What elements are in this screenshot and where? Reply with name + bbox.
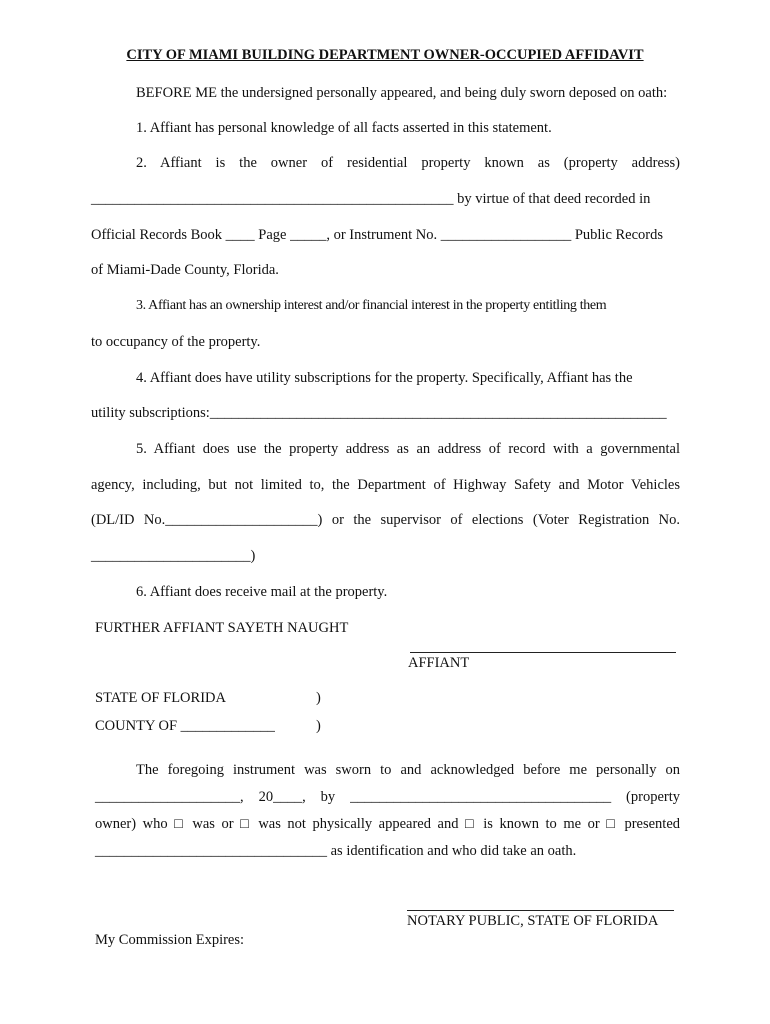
- county-paren: ): [316, 718, 321, 734]
- paragraph-2-line-2[interactable]: __________________________________________________ by virtue of that deed recorded in: [91, 191, 651, 207]
- paragraph-5-line-1: 5. Affiant does use the property address as an address of record with a governmental: [136, 441, 680, 457]
- paragraph-3-line-2: to occupancy of the property.: [91, 334, 261, 350]
- paragraph-2-line-4: of Miami-Dade County, Florida.: [91, 262, 279, 278]
- paragraph-2-line-1: 2. Affiant is the owner of residential property known as (property address): [136, 155, 680, 171]
- paragraph-1: 1. Affiant has personal knowledge of all facts asserted in this statement.: [136, 120, 552, 136]
- notary-line-4[interactable]: ________________________________ as identification and who did take an oath.: [95, 843, 577, 859]
- paragraph-6: 6. Affiant does receive mail at the property.: [136, 584, 388, 600]
- paragraph-5-line-3[interactable]: (DL/ID No._____________________) or the supervisor of elections (Voter Registration No.: [91, 512, 680, 528]
- paragraph-5-line-2: agency, including, but not limited to, the Department of Highway Safety and Motor Vehicles: [91, 477, 680, 493]
- affiant-signature-line[interactable]: [410, 652, 676, 653]
- paragraph-3-line-1: 3. Affiant has an ownership interest and/or financial interest in the property entitling them: [136, 298, 607, 313]
- county-field[interactable]: COUNTY OF _____________: [95, 718, 275, 734]
- state-paren: ): [316, 690, 321, 706]
- notary-label: NOTARY PUBLIC, STATE OF FLORIDA: [407, 913, 659, 929]
- further-affiant-text: FURTHER AFFIANT SAYETH NAUGHT: [95, 620, 349, 636]
- notary-line-1: The foregoing instrument was sworn to and acknowledged before me personally on: [136, 762, 680, 778]
- state-label: STATE OF FLORIDA: [95, 690, 226, 706]
- voter-registration-field[interactable]: ______________________): [91, 548, 256, 564]
- paragraph-2-line-3[interactable]: Official Records Book ____ Page _____, or Instrument No. __________________ Public Records: [91, 227, 664, 243]
- affiant-label: AFFIANT: [408, 655, 470, 671]
- notary-signature-line[interactable]: [407, 910, 674, 911]
- notary-line-3[interactable]: owner) who □ was or □ was not physically appeared and □ is known to me or □ presented: [95, 816, 680, 832]
- intro-text: BEFORE ME the undersigned personally appeared, and being duly sworn deposed on oath:: [136, 85, 668, 101]
- utility-subscriptions-field[interactable]: utility subscriptions:_______________________________________________________________: [91, 405, 667, 421]
- paragraph-4-line-1: 4. Affiant does have utility subscriptions for the property. Specifically, Affiant has the: [136, 370, 633, 386]
- commission-expires: My Commission Expires:: [95, 932, 245, 948]
- notary-line-2[interactable]: ____________________, 20____, by ____________________________________ (property: [95, 789, 680, 805]
- document-title: CITY OF MIAMI BUILDING DEPARTMENT OWNER-OCCUPIED AFFIDAVIT: [126, 47, 644, 63]
